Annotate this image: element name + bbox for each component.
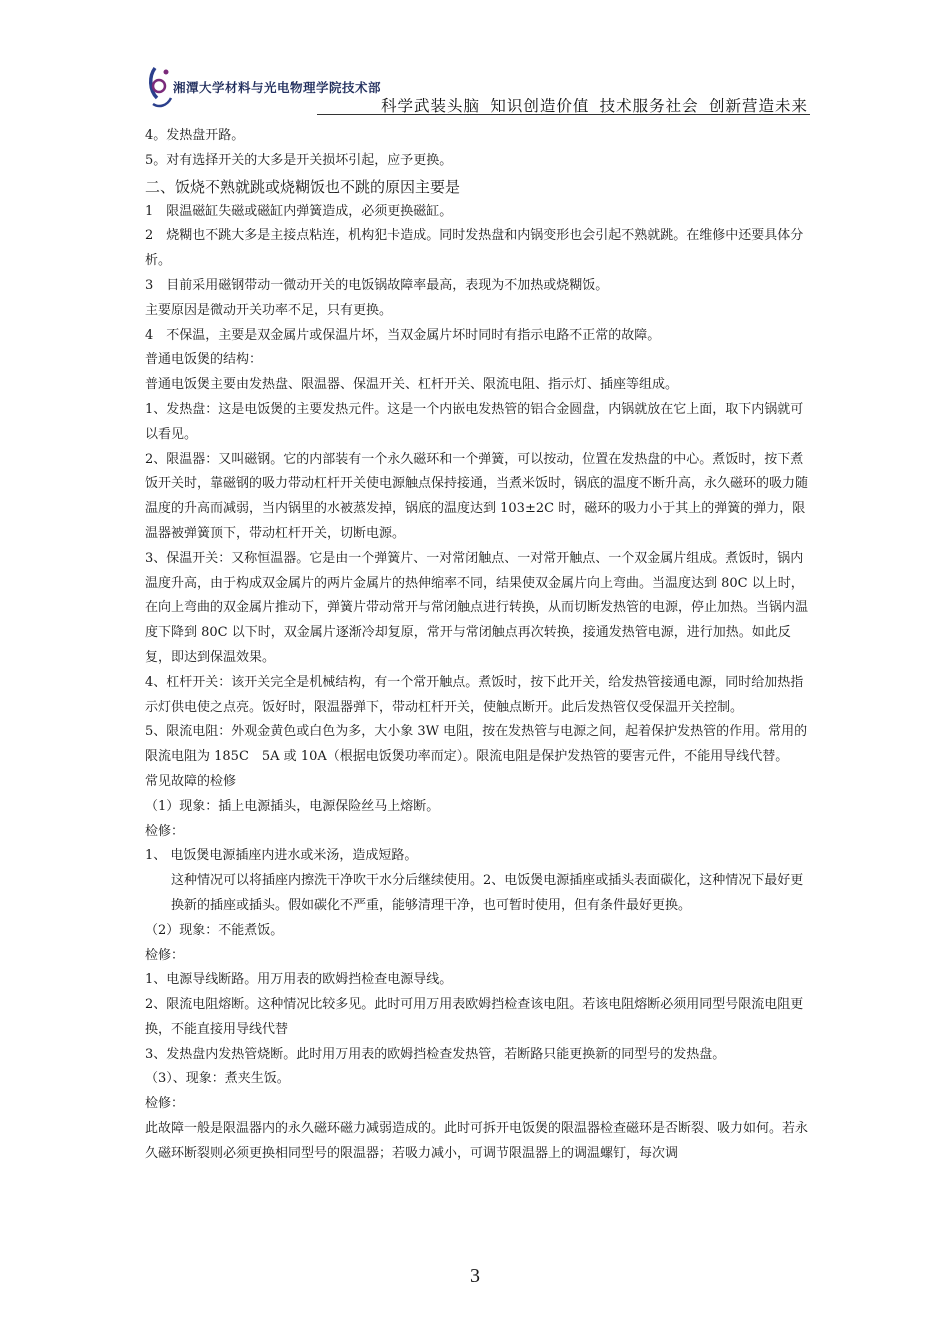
paragraph: 检修： [145,947,185,963]
page-number: 3 [470,1265,480,1287]
paragraph: 主要原因是微动开关功率不足，只有更换。 [145,302,393,318]
paragraph: 3、发热盘内发热管烧断。此时用万用表的欧姆挡检查发热管，若断路只能更换新的同型号的发热盘。 [145,1046,726,1062]
paragraph: 普通电饭煲的结构： [145,352,263,368]
paragraph: （1）现象：插上电源插头，电源保险丝马上熔断。 [145,798,440,814]
paragraph: （2）现象：不能煮饭。 [145,922,284,938]
paragraph: 2 烧糊也不跳大多是主接点粘连，机构犯卡造成。同时发热盘和内锅变形也会引起不熟就跳。在维修中还要具体分析。 [145,228,804,269]
paragraph: 检修： [145,823,185,839]
paragraph: 3 目前采用磁钢带动一微动开关的电饭锅故障率最高，表现为不加热或烧糊饭。 [145,277,609,293]
paragraph: 2、限温器：又叫磁钢。它的内部装有一个永久磁环和一个弹簧，可以按动，位置在发热盘的中心。煮饭时，按下煮饭开关时，靠磁钢的吸力带动杠杆开关使电源触点保持接通，当煮米饭时，锅底的温度不断升高，永久磁环的吸力随温度的升高而减弱，当内锅里的水被蒸发掉，锅底的温度达到 103±2C 时，磁环的吸力小于其上的弹簧的弹力，限温器被弹簧顶下，带动杠杆开关，切断电源。 [145,451,809,541]
paragraph: 这种情况可以将插座内擦洗干净吹干水分后继续使用。2、电饭煲电源插座或插头表面碳化，这种情况下最好更换新的插座或插头。假如碳化不严重，能够清理干净，也可暂时使用，但有条件最好更换。 [171,873,804,913]
header-motto: 科学武装头脑 知识创造价值 技术服务社会 创新营造未来 [381,97,808,115]
header-rule [317,114,810,115]
paragraph: 4 不保温，主要是双金属片或保温片坏，当双金属片坏时同时有指示电路不正常的故障。 [145,327,661,343]
paragraph: 检修： [145,1096,185,1112]
document-body [145,124,810,1167]
paragraph: 4、杠杆开关：该开关完全是机械结构，有一个常开触点。煮饭时，按下此开关，给发热管接通电源，同时给加热指示灯供电使之点亮。饭好时，限温器弹下，带动杠杆开关，使触点断开。此后发热管仅受保温开关控制。 [145,674,804,715]
school-logo [145,64,382,112]
paragraph: 此故障一般是限温器内的永久磁环磁力减弱造成的。此时可拆开电饭煲的限温器检查磁环是否断裂、吸力如何。若永久磁环断裂则必须更换相同型号的限温器；若吸力减小，可调节限温器上的调温螺钉，每次调 [145,1121,809,1161]
logo-text: 湘潭大学材料与光电物理学院技术部 [173,80,382,95]
paragraph: 常见故障的检修 [145,773,237,789]
paragraph: （3）、现象：煮夹生饭。 [145,1071,290,1087]
school-emblem-icon [145,64,175,112]
paragraph: 1、 电饭煲电源插座内进水或米汤，造成短路。 [145,848,418,864]
paragraph: 2、限流电阻熔断。这种情况比较多见。此时可用万用表欧姆挡检查该电阻。若该电阻熔断必须用同型号限流电阻更换，不能直接用导线代替 [145,997,804,1037]
paragraph: 5、限流电阻：外观金黄色或白色为多，大小象 3W 电阻，按在发热管与电源之间，起着保护发热管的作用。常用的限流电阻为 185C 5A 或 10A（根据电饭煲功率而定）。限流电阻是保护发热管的要害元件，不能用导线代替。 [145,724,808,765]
paragraph: 5。对有选择开关的大多是开关损坏引起，应予更换。 [145,152,453,168]
paragraph: 1 限温磁缸失磁或磁缸内弹簧造成，必须更换磁缸。 [145,203,453,219]
section-heading: 二、饭烧不熟就跳或烧糊饭也不跳的原因主要是 [145,177,461,196]
paragraph: 4。发热盘开路。 [145,128,245,143]
page-header [145,64,810,116]
paragraph: 普通电饭煲主要由发热盘、限温器、保温开关、杠杆开关、限流电阻、指示灯、插座等组成。 [145,377,679,393]
paragraph: 1、发热盘：这是电饭煲的主要发热元件。这是一个内嵌电发热管的铝合金圆盘，内锅就放在它上面，取下内锅就可以看见。 [145,401,804,442]
paragraph: 3、保温开关：又称恒温器。它是由一个弹簧片、一对常闭触点、一对常开触点、一个双金属片组成。煮饭时，锅内温度升高，由于构成双金属片的两片金属片的热伸缩率不同，结果使双金属片向上弯曲。当温度达到 80C 以上时，在向上弯曲的双金属片推动下，弹簧片带动常开与常闭触点进行转换，从而切断发热管的电源，停止加热。当锅内温度下降到 80C 以下时，双金属片逐渐冷却复原，常开与常闭触点再次转换，接通发热管电源，进行加热。如此反复，即达到保温效果。 [145,550,809,665]
paragraph: 1、电源导线断路。用万用表的欧姆挡检查电源导线。 [145,972,453,988]
